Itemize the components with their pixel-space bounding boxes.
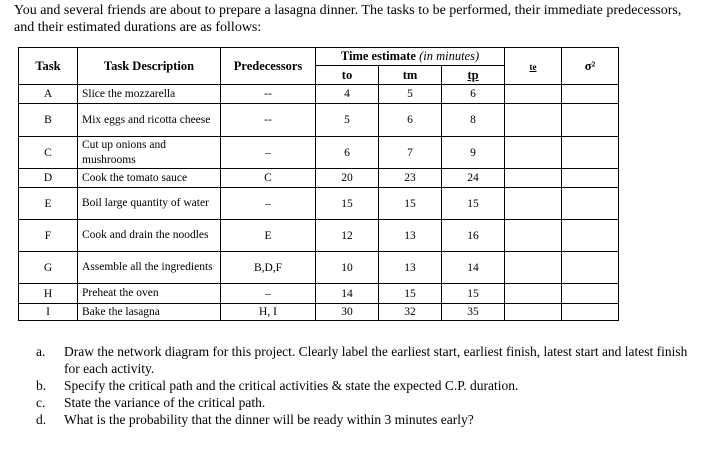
cell-to: 12 bbox=[316, 220, 379, 252]
question-c bbox=[36, 394, 696, 411]
cell-variance bbox=[562, 220, 619, 252]
question-text: Draw the network diagram for this project. Clearly label the earliest start, earliest finish, latest start and latest finish for each activity. bbox=[64, 344, 688, 376]
cell-variance bbox=[562, 252, 619, 284]
cell-variance bbox=[562, 137, 619, 169]
cell-description: Cook the tomato sauce bbox=[78, 169, 221, 188]
cell-variance bbox=[562, 284, 619, 304]
table-row bbox=[19, 85, 619, 104]
header-time-estimate bbox=[316, 48, 505, 66]
cell-description: Cook and drain the noodles bbox=[78, 220, 221, 252]
table-row bbox=[19, 304, 619, 321]
header-tm: tm bbox=[379, 66, 442, 85]
cell-description: Slice the mozzarella bbox=[78, 85, 221, 104]
cell-to: 14 bbox=[316, 284, 379, 304]
cell-te bbox=[505, 304, 562, 321]
question-label: b. bbox=[36, 378, 47, 393]
table-row bbox=[19, 188, 619, 220]
cell-to: 5 bbox=[316, 104, 379, 137]
cell-to: 30 bbox=[316, 304, 379, 321]
cell-predecessors: – bbox=[221, 188, 316, 220]
cell-te bbox=[505, 252, 562, 284]
cell-variance bbox=[562, 169, 619, 188]
cell-description: Bake the lasagna bbox=[78, 304, 221, 321]
cell-predecessors: – bbox=[221, 284, 316, 304]
question-label: d. bbox=[36, 412, 47, 427]
header-task: Task bbox=[19, 48, 78, 85]
cell-te bbox=[505, 220, 562, 252]
cell-predecessors: -- bbox=[221, 85, 316, 104]
cell-description: Mix eggs and ricotta cheese bbox=[78, 104, 221, 137]
cell-task: G bbox=[19, 252, 78, 284]
question-label: c. bbox=[36, 395, 46, 410]
table-row bbox=[19, 220, 619, 252]
cell-description: Cut up onions and mushrooms bbox=[78, 137, 221, 169]
cell-to: 4 bbox=[316, 85, 379, 104]
table-row bbox=[19, 137, 619, 169]
cell-description: Preheat the oven bbox=[78, 284, 221, 304]
cell-tm: 23 bbox=[379, 169, 442, 188]
header-time-estimate-unit: (in minutes) bbox=[419, 49, 480, 63]
cell-te bbox=[505, 104, 562, 137]
problem-intro: You and several friends are about to prepare a lasagna dinner. The tasks to be performed, their immediate predecessors, and their estimated durations are as follows: bbox=[14, 3, 682, 35]
cell-variance bbox=[562, 188, 619, 220]
table-row bbox=[19, 169, 619, 188]
cell-te bbox=[505, 137, 562, 169]
table-row bbox=[19, 252, 619, 284]
cell-tp: 8 bbox=[442, 104, 505, 137]
question-b bbox=[36, 377, 696, 394]
cell-tm: 13 bbox=[379, 252, 442, 284]
cell-task: B bbox=[19, 104, 78, 137]
cell-tm: 7 bbox=[379, 137, 442, 169]
cell-te bbox=[505, 85, 562, 104]
cell-tp: 6 bbox=[442, 85, 505, 104]
cell-tp: 35 bbox=[442, 304, 505, 321]
question-list bbox=[36, 343, 696, 428]
question-text: Specify the critical path and the critical activities & state the expected C.P. duration. bbox=[64, 378, 519, 393]
cell-to: 15 bbox=[316, 188, 379, 220]
task-table bbox=[18, 47, 619, 321]
header-to: to bbox=[316, 66, 379, 85]
cell-tp: 24 bbox=[442, 169, 505, 188]
cell-to: 10 bbox=[316, 252, 379, 284]
cell-description: Assemble all the ingredients bbox=[78, 252, 221, 284]
header-te-label: te bbox=[529, 61, 537, 72]
question-a bbox=[36, 343, 696, 377]
cell-task: F bbox=[19, 220, 78, 252]
cell-tm: 13 bbox=[379, 220, 442, 252]
cell-predecessors: E bbox=[221, 220, 316, 252]
cell-variance bbox=[562, 304, 619, 321]
cell-tm: 15 bbox=[379, 188, 442, 220]
header-time-estimate-main: Time estimate bbox=[340, 49, 420, 63]
table-header-row bbox=[19, 48, 619, 66]
cell-tm: 5 bbox=[379, 85, 442, 104]
cell-predecessors: -- bbox=[221, 104, 316, 137]
cell-te bbox=[505, 284, 562, 304]
table-row bbox=[19, 284, 619, 304]
cell-predecessors: H, I bbox=[221, 304, 316, 321]
cell-to: 6 bbox=[316, 137, 379, 169]
cell-tp: 14 bbox=[442, 252, 505, 284]
cell-task: I bbox=[19, 304, 78, 321]
cell-task: C bbox=[19, 137, 78, 169]
cell-description: Boil large quantity of water bbox=[78, 188, 221, 220]
cell-predecessors: – bbox=[221, 137, 316, 169]
cell-task: D bbox=[19, 169, 78, 188]
cell-tp: 15 bbox=[442, 188, 505, 220]
cell-tm: 32 bbox=[379, 304, 442, 321]
cell-predecessors: B,D,F bbox=[221, 252, 316, 284]
question-label: a. bbox=[36, 344, 46, 359]
cell-tp: 16 bbox=[442, 220, 505, 252]
header-predecessors: Predecessors bbox=[221, 48, 316, 85]
header-te bbox=[505, 48, 562, 85]
question-d bbox=[36, 411, 696, 428]
question-text: What is the probability that the dinner will be ready within 3 minutes early? bbox=[64, 412, 474, 427]
cell-task: A bbox=[19, 85, 78, 104]
cell-variance bbox=[562, 85, 619, 104]
header-variance: σ² bbox=[562, 48, 619, 85]
cell-predecessors: C bbox=[221, 169, 316, 188]
table-row bbox=[19, 104, 619, 137]
cell-tm: 6 bbox=[379, 104, 442, 137]
question-text: State the variance of the critical path. bbox=[64, 395, 266, 410]
cell-to: 20 bbox=[316, 169, 379, 188]
cell-tp: 9 bbox=[442, 137, 505, 169]
cell-variance bbox=[562, 104, 619, 137]
cell-te bbox=[505, 169, 562, 188]
header-tp: tp bbox=[442, 66, 505, 85]
cell-task: E bbox=[19, 188, 78, 220]
cell-task: H bbox=[19, 284, 78, 304]
cell-te bbox=[505, 188, 562, 220]
cell-tm: 15 bbox=[379, 284, 442, 304]
cell-tp: 15 bbox=[442, 284, 505, 304]
header-description: Task Description bbox=[78, 48, 221, 85]
